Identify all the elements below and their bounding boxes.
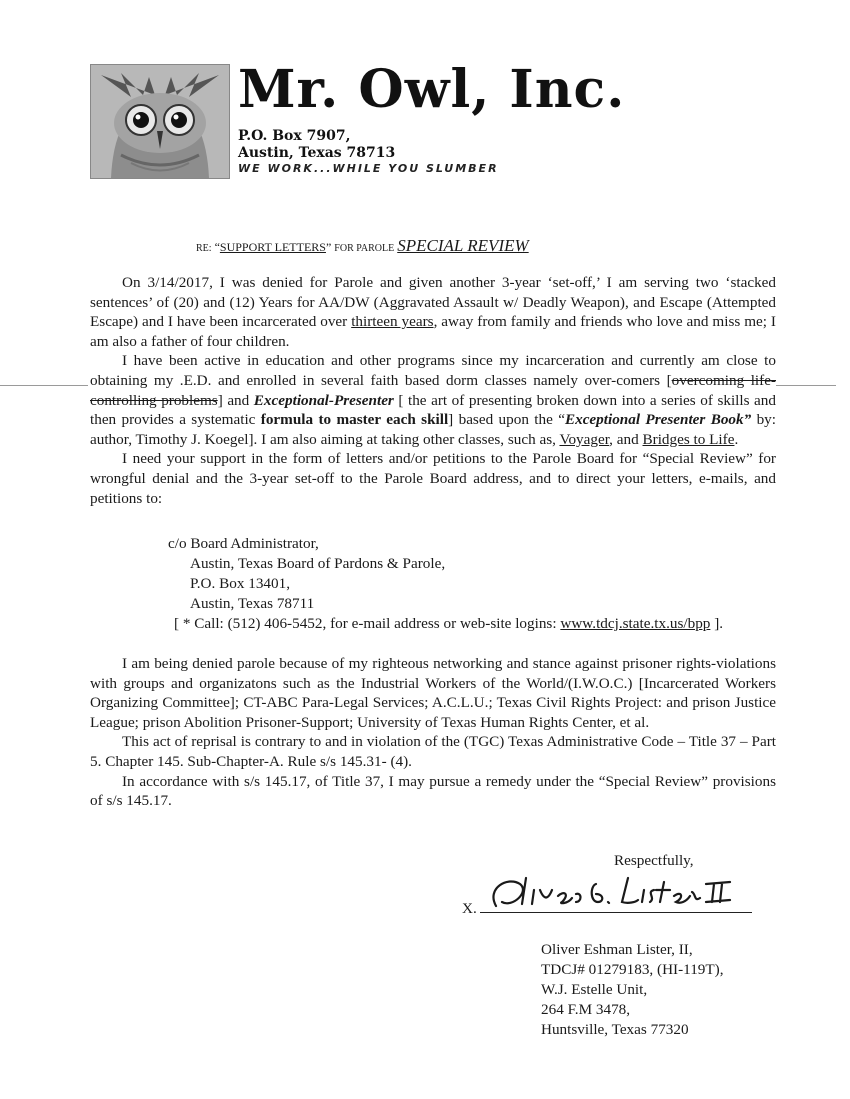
owl-logo [90,64,230,179]
board-address-line0: c/o Board Administrator, [168,535,319,552]
signer-unit: W.J. Estelle Unit, [541,981,648,998]
letterhead-address-line1: P.O. Box 7907, [238,128,351,144]
re-prefix: RE: [196,243,212,254]
re-quote-close: ” [325,240,332,254]
company-name: Mr. Owl, Inc. [238,59,626,120]
letterhead-slogan: WE WORK...WHILE YOU SLUMBER [238,162,499,175]
scan-mark-right [776,385,836,386]
owl-photo-icon [91,65,229,178]
paragraph-5: This act of reprisal is contrary to and in violation of the (TGC) Texas Administrative Code – Title 37 – Part 5. Chapter 145. Sub-Chapter-A. Rule s/s 145.31- (4). [90,733,776,770]
closing-salutation: Respectfully, [614,852,694,869]
re-line [196,236,529,256]
board-website-link[interactable]: www.tdcj.state.tx.us/bpp [560,615,711,632]
letterhead-address-line2: Austin, Texas 78713 [238,145,396,161]
paragraph-6: In accordance with s/s 145.17, of Title 37, I may pursue a remedy under the “Special Review” provisions of s/s 145.17. [90,772,776,810]
re-for-parole: FOR PAROLE [334,243,395,254]
board-call-line: [ * Call: (512) 406-5452, for e-mail address or web-site logins: www.tdcj.state.tx.us/bpp ]. [174,615,724,632]
re-quote-open: “ [214,240,220,254]
board-address-line1: Austin, Texas Board of Pardons & Parole, [190,555,446,572]
signature-text: Oliver E. Lister II [478,917,486,918]
signer-name: Oliver Eshman Lister, II, [541,941,693,958]
signature-x-mark: X. [462,900,477,917]
signer-city: Huntsville, Texas 77320 [541,1021,689,1038]
signer-street: 264 F.M 3478, [541,1001,631,1018]
paragraph-1: On 3/14/2017, I was denied for Parole and given another 3-year ‘set-off,’ I am serving two ‘stacked sentences’ of (20) and (12) Years for AA/DW (Aggravated Assault w/ Deadly Weapon), and Escape (Attempted Escape) and I have been incarcerated over thirteen years, away from family and friends who love and miss me; I am also a father of four children. [90,274,776,350]
board-address-line2: P.O. Box 13401, [190,575,291,592]
re-title: SUPPORT LETTERS [219,240,326,254]
handwritten-signature [478,868,758,918]
signer-id: TDCJ# 01279183, (HI-119T), [541,961,724,978]
signature-line [480,912,752,913]
paragraph-3: I need your support in the form of letters and/or petitions to the Parole Board for “Special Review” for wrongful denial and the 3-year set-off to the Parole Board address, and to direct your letters, e-mails, and petitions to: [90,450,776,507]
letter-body [90,273,776,508]
board-address-line3: Austin, Texas 78711 [190,595,315,612]
paragraph-4: I am being denied parole because of my righteous networking and stance against prisoner rights-violations with groups and organizatons such as the Industrial Workers of the World/(I.W.O.C.) [Incarcerated Workers Organizing Committee]; CT-ABC Para-Legal Services; A.C.L.U.; Texas Civil Rights Project: and prison Justice League; prison Abolition Prisoner-Support; University of Texas Human Rights Center, et al. [90,655,776,731]
paragraph-2: I have been active in education and other programs since my incarceration and currently am close to obtaining my .E.D. and enrolled in several faith based dorm classes namely over-comers [overcoming life-controlling problems] and Exceptional-Presenter [ the art of presenting broken down into a series of skills and then provides a systematic formula to master each skill] based upon the “Exceptional Presenter Book” by: author, Timothy J. Koegel]. I am also aiming at taking other classes, such as, Voyager, and Bridges to Life. [90,352,776,448]
re-special-review: SPECIAL REVIEW [397,236,529,255]
scan-mark-left [0,385,88,386]
letter-body-continued [90,654,776,811]
